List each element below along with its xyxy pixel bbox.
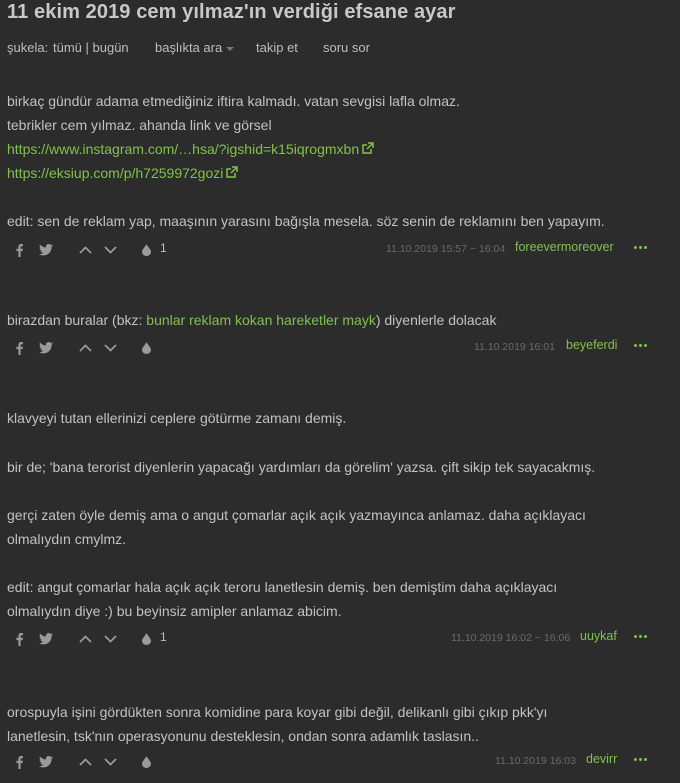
favorite-drop-icon[interactable] (141, 338, 151, 358)
topic-title[interactable]: 11 ekim 2019 cem yılmaz'ın verdiği efsane ayar (7, 1, 456, 23)
external-link-icon (361, 142, 374, 155)
upvote-chevron-icon[interactable] (78, 240, 92, 260)
entry-author[interactable]: beyeferdi (566, 338, 618, 352)
favorite-drop-icon[interactable] (141, 629, 151, 649)
entry-text: birkaç gündür adama etmediğiniz iftira kalmadı. vatan sevgisi lafla olmaz. (7, 93, 460, 109)
favorite-drop-icon[interactable] (141, 752, 151, 772)
sukela-filter-link[interactable]: tümü | bugün (53, 40, 129, 55)
bkz-link[interactable]: bunlar reklam kokan hareketler mayk (146, 312, 376, 328)
downvote-chevron-icon[interactable] (103, 629, 117, 649)
entry-link[interactable]: https://eksiup.com/p/h7259972gozi (7, 165, 238, 181)
more-options-icon[interactable] (634, 758, 647, 761)
entry-link[interactable]: https://www.instagram.com/…hsa/?igshid=k15iqrogmxbn (7, 141, 374, 157)
entry-author[interactable]: uuykaf (580, 629, 617, 643)
entry-text: edit: sen de reklam yap, maaşının yarasını bağışla mesela. söz senin de reklamını ben yapayım. (7, 213, 605, 229)
entry-text: bir de; 'bana terorist diyenlerin yapacağı yardımları da görelim' yazsa. çift sikip tek sayacakmış. (7, 459, 596, 475)
entry-footer (0, 752, 680, 772)
search-in-topic-dropdown[interactable] (155, 40, 234, 55)
entry-text: edit: angut çomarlar hala açık açık teroru lanetlesin demiş. ben demiştim daha açıklayacı (7, 579, 558, 595)
entry-text: orospuyla işini gördükten sonra komidine para koyar gibi değil, delikanlı gibi çıkıp pkk'yı (7, 704, 548, 720)
entry-text: tebrikler cem yılmaz. ahanda link ve görsel (7, 117, 272, 133)
twitter-share-icon[interactable] (38, 338, 54, 358)
downvote-chevron-icon[interactable] (103, 338, 117, 358)
entry-date[interactable]: 11.10.2019 16:01 (474, 341, 555, 353)
facebook-share-icon[interactable] (14, 752, 24, 772)
upvote-chevron-icon[interactable] (78, 752, 92, 772)
entry-text: gerçi zaten öyle demiş ama o angut çomarlar açık açık yazmayınca anlamaz. daha açıklayacı (7, 507, 586, 523)
entry-date[interactable]: 11.10.2019 16:02 ~ 16:06 (451, 632, 571, 644)
more-options-icon[interactable] (634, 344, 647, 347)
ask-question-button[interactable]: soru sor (323, 40, 370, 55)
entry-text: lanetlesin, tsk'nın operasyonunu desteklesin, ondan sonra adamlık taslasın.. (7, 728, 479, 744)
chevron-down-icon (226, 47, 234, 51)
upvote-chevron-icon[interactable] (78, 338, 92, 358)
entry-footer (0, 629, 680, 649)
favorite-drop-icon[interactable] (141, 240, 151, 260)
twitter-share-icon[interactable] (38, 240, 54, 260)
twitter-share-icon[interactable] (38, 752, 54, 772)
upvote-chevron-icon[interactable] (78, 629, 92, 649)
entry-date[interactable]: 11.10.2019 16:03 (495, 755, 576, 767)
more-options-icon[interactable] (634, 635, 647, 638)
entry-date[interactable]: 11.10.2019 15:57 ~ 16:04 (386, 243, 506, 255)
facebook-share-icon[interactable] (14, 629, 24, 649)
facebook-share-icon[interactable] (14, 240, 24, 260)
search-in-topic-label: başlıkta ara (155, 40, 223, 55)
twitter-share-icon[interactable] (38, 629, 54, 649)
downvote-chevron-icon[interactable] (103, 752, 117, 772)
sukela-label: şukela: (7, 40, 49, 55)
facebook-share-icon[interactable] (14, 338, 24, 358)
external-link-icon (225, 166, 238, 179)
downvote-chevron-icon[interactable] (103, 240, 117, 260)
entry-text: klavyeyi tutan ellerinizi ceplere götürme zamanı demiş. (7, 410, 347, 426)
entry-text: olmalıydın cmylmz. (7, 531, 127, 547)
entry-author[interactable]: devirr (586, 752, 618, 766)
follow-button[interactable]: takip et (256, 40, 298, 55)
entry-author[interactable]: foreevermoreover (515, 240, 614, 254)
entry-footer (0, 338, 680, 358)
entry-text: birazdan buralar (bkz: bunlar reklam kokan hareketler mayk) diyenlerle dolacak (7, 312, 497, 328)
favorite-count[interactable]: 1 (160, 630, 167, 644)
entry-footer (0, 240, 680, 260)
favorite-count[interactable]: 1 (160, 241, 167, 255)
entry-text: olmalıydın diye :) bu beyinsiz amipler anlamaz abicim. (7, 603, 342, 619)
more-options-icon[interactable] (634, 246, 647, 249)
